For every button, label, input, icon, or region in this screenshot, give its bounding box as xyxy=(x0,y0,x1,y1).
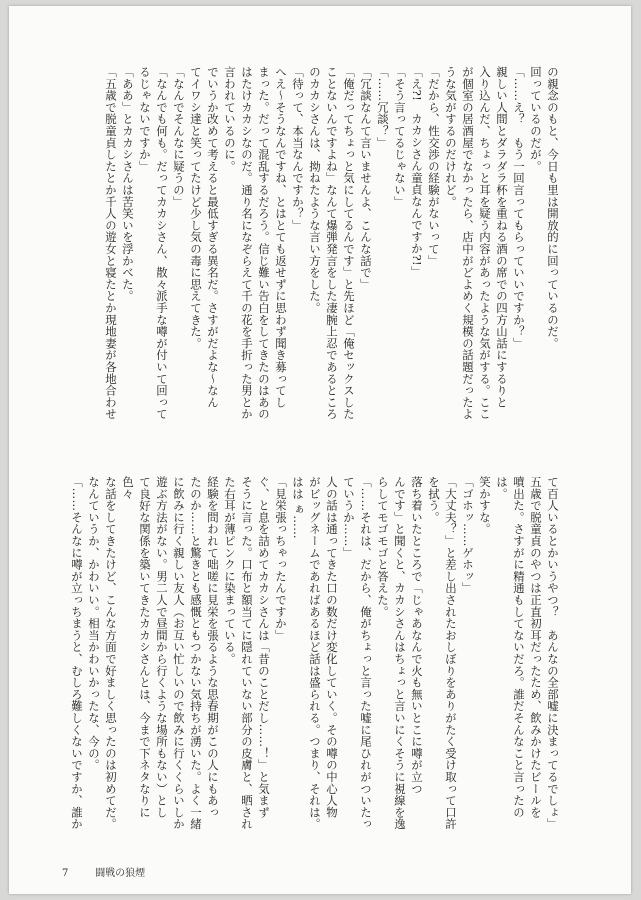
text-line: 入り込んだ、ちょっと耳を疑う内容があったような気がする。ここ xyxy=(478,66,492,420)
text-line: 「なんでそんなに疑うの」 xyxy=(172,66,186,208)
text-line: たのか……と驚きとも感慨ともつかない気持ちが湧いた。よく一緒 xyxy=(189,476,203,830)
text-line: 「……え？ もう一回言ってもらっていいですか？」 xyxy=(512,66,526,350)
text-line: 「ゴホッ……ゲホッ」 xyxy=(461,476,475,594)
text-line: 「見栄張っちゃったんですか」 xyxy=(274,476,288,642)
running-title: 闘戦の狼煙 xyxy=(95,868,146,879)
text-line: 言われているのに。 xyxy=(223,66,237,173)
text-line: はは ぁ…… xyxy=(291,476,305,540)
text-line: な話をしてきたけど、こんな方面で好ましく思ったのは初めてだ。 xyxy=(104,476,118,830)
text-line: 「ああ」とカカシさんは苦笑いを浮かべた。 xyxy=(121,66,135,302)
text-line: へえ〜そうなんですね、とはとても返せずに思わず聞き募ってし xyxy=(274,66,288,409)
text-line: 「……それは、だから、俺がちょっと言った嘘に尾ひれがついたっ xyxy=(359,476,373,830)
text-line: 噴出た。さすがに精通もしてないだろ。誰だそんなこと言ったのは。 xyxy=(495,476,526,819)
text-line: 「……そんなに噂が立っちまうと、むしろ難しくないですか、誰か xyxy=(70,476,84,830)
lower-text-tier xyxy=(61,476,561,841)
text-line: 遊ぶ方法がない。男二人で昼間から行くような場所もない）とし xyxy=(155,476,169,819)
text-line: 「大丈夫？」と差し出されたおしぼりをありがたく受け取って口許 xyxy=(444,476,458,830)
page-footer xyxy=(62,864,145,879)
text-line: らしてモゴモゴと答えた。 xyxy=(376,476,390,618)
text-line: うな気がするのだけれど。 xyxy=(444,66,458,208)
text-line: まった。だって混乱するだろう。信じ難い告白をしてきたのはあの xyxy=(257,66,271,420)
text-line: の親念のもと、今日も里は開放的に回っているのだ。 xyxy=(546,66,560,350)
page-number: 7 xyxy=(62,868,69,879)
text-line: 「待って、本当なんですか？」 xyxy=(291,66,305,232)
text-line: はたけカカシなのだ。通り名になぞらえて千の花を手折った男とか xyxy=(240,66,254,420)
text-line: 「だから、性交渉の経験がないって」 xyxy=(427,66,441,267)
text-line: 回っているのだが。 xyxy=(529,66,543,173)
text-line: に飲みに行く親しい友人（お互い忙しいので飲みに行くくらいしか xyxy=(172,476,186,830)
text-line: のカカシさんは、拗ねたような言い方をした。 xyxy=(308,66,322,314)
text-line: た右耳が薄ピンクに染まっている。 xyxy=(223,476,237,665)
text-line: 「俺だってちょっと気にしてるんです」と先ほど「俺セックスした xyxy=(342,66,356,420)
text-line: ていうか……」 xyxy=(342,476,356,559)
text-line: でいうか改めて考えると最低すぎる異名だ。さすがだよな〜なん xyxy=(206,66,220,409)
text-line: 五歳で脱童貞のやつは正直初耳だったため、飲みかけたビールを xyxy=(529,476,543,819)
text-line: ぐ、と息を詰めてカカシさんは「昔のことだし……！」と気まず xyxy=(257,476,271,819)
text-line: を拭う。 xyxy=(427,476,441,524)
text-line: ことないんですよね」なんて爆弾発言をした凄腕上忍であるところ xyxy=(325,66,339,420)
text-line: そうに言った。口布と額当てに隠れていない部分の皮膚と、晒され xyxy=(240,476,254,830)
text-line: 親しい人間とダラダラ杯を重ねる酒の席での四方山話にするりと xyxy=(495,66,509,409)
text-line: 「そう言ってるじゃない」 xyxy=(393,66,407,208)
text-line: がビッグネームであればあるほど話は盛られる。つまり、それは。 xyxy=(308,476,322,830)
text-line: 「え?! カカシさん童貞なんですか?!」 xyxy=(410,66,424,278)
book-page xyxy=(9,6,631,894)
text-line: 「なんでも何も。だってカカシさん、散々派手な噂が付いて回って xyxy=(155,66,169,420)
text-line: 経験を問われて咄嗟に見栄を張るような思春期がこの人にもあっ xyxy=(206,476,220,819)
text-line: 「五歳で脱童貞したとか千人の遊女と寝たとか現地妻が各地合わせ xyxy=(104,66,118,420)
text-line: てイワシ達と笑ってたけど少し気の毒に思えてきた。 xyxy=(189,66,203,350)
text-line: が個室の居酒屋でなかったら、店中がどよめく規模の話題だったよ xyxy=(461,66,475,420)
text-line: んです」と聞くと、カカシさんはちょっと言いにくそうに視線を逸 xyxy=(393,476,407,830)
text-line: 人の話は通ってきた口の数だけ変化していく。その噂の中心人物 xyxy=(325,476,339,819)
text-line: 落ち着いたところで「じゃあなんで火も無いとこに噂が立つ xyxy=(410,476,424,795)
text-line: 「冗談なんて言いませんよ、こんな話で」 xyxy=(359,66,373,291)
text-line: なんていうか、かわいい。相当かわいかったな、今の。 xyxy=(87,476,101,771)
text-line: て良好な関係を築いてきたカカシさんとは、今まで下ネタなりに色々 xyxy=(121,476,152,819)
text-line: 笑かすな。 xyxy=(478,476,492,535)
upper-text-tier xyxy=(61,66,561,431)
text-line: て百人いるとかいうやつ？ あんなの全部嘘に決まってるでしょ」 xyxy=(546,476,560,830)
text-line: 「……冗談？」 xyxy=(376,66,390,149)
text-line: るじゃないですか」 xyxy=(138,66,152,173)
